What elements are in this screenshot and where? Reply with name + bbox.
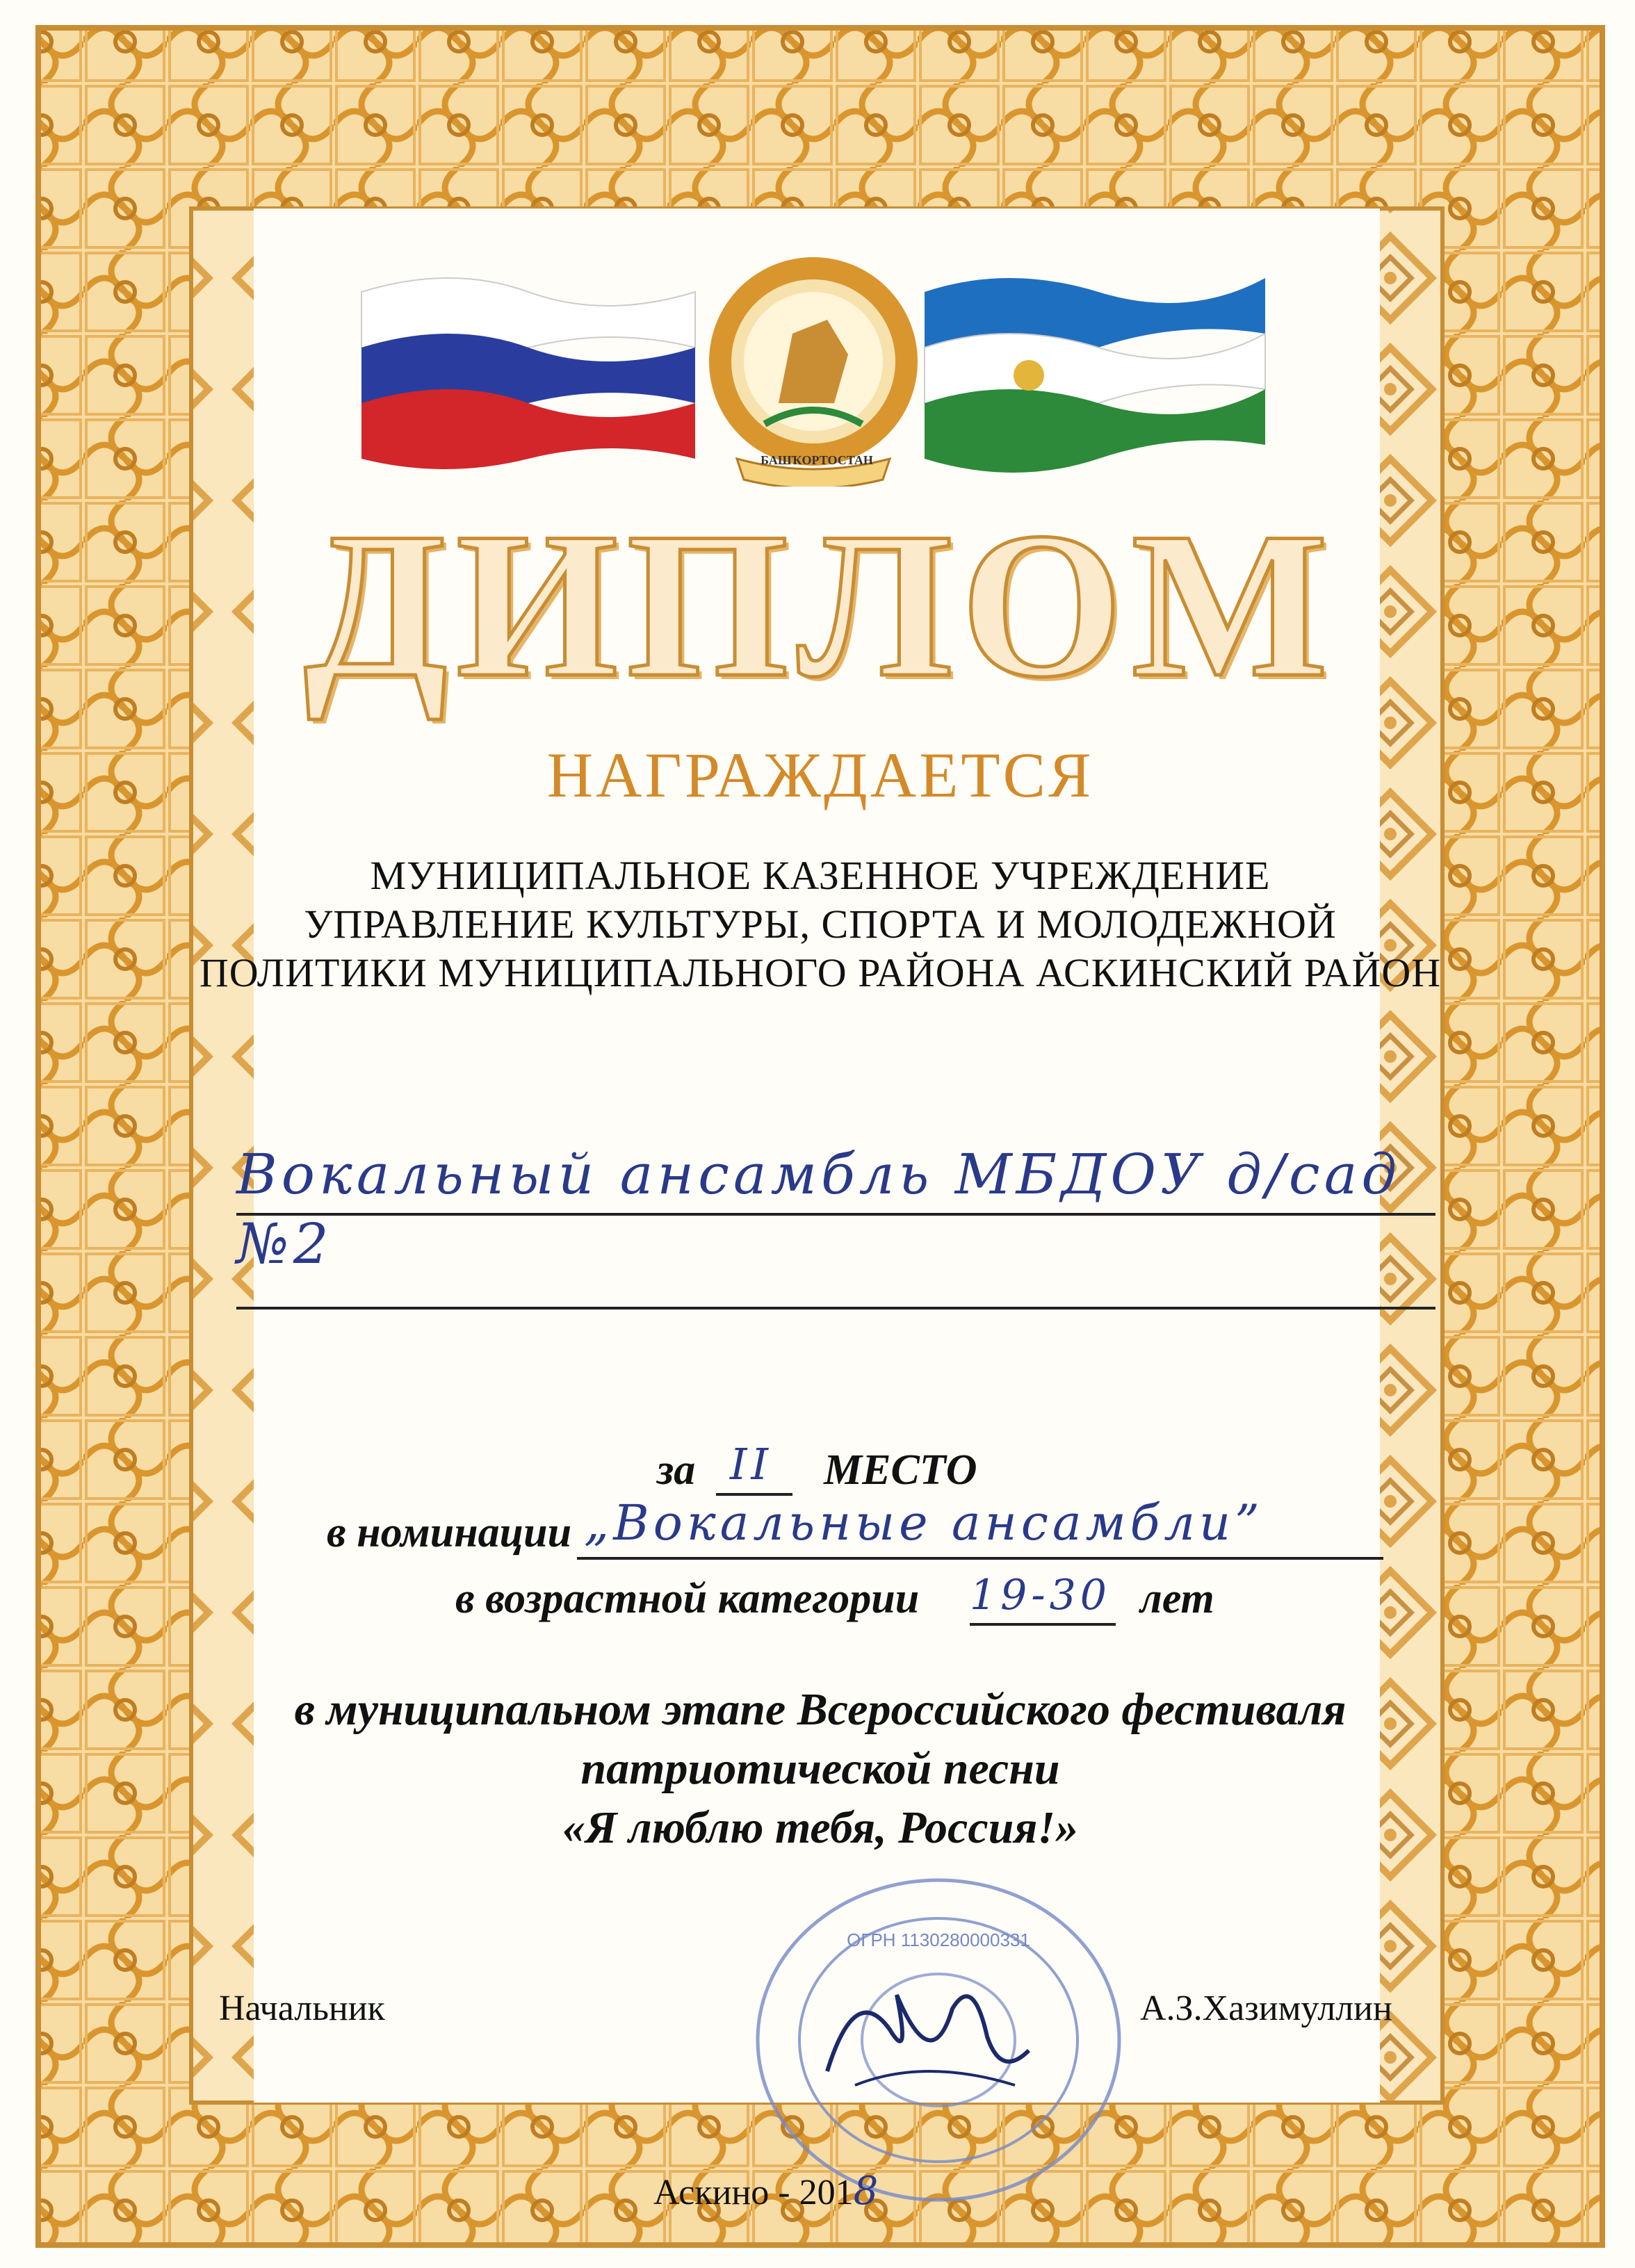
event-line-2: патриотической песни	[580, 1743, 1060, 1794]
bashkortostan-emblem-icon	[709, 257, 918, 487]
russia-flag-icon	[361, 278, 695, 469]
organization-line-3: ПОЛИТИКИ МУНИЦИПАЛЬНОГО РАЙОНА АСКИНСКИЙ РАЙОН	[199, 950, 1442, 995]
awarded-heading: НАГРАЖДАЕТСЯ	[546, 740, 1094, 810]
age-value: 19-30	[970, 1571, 1111, 1620]
age-label: в возрастной категории	[455, 1575, 920, 1622]
place-prefix: за	[657, 1446, 696, 1494]
flags-banner	[348, 250, 1279, 487]
place-suffix: МЕСТО	[824, 1446, 977, 1494]
recipient-line-2	[236, 1307, 1435, 1310]
event-line-1: в муниципальном этапе Всероссийского фестиваля	[294, 1684, 1347, 1735]
signer-name: А.З.Хазимуллин	[1140, 1989, 1392, 2028]
organization-line-1: МУНИЦИПАЛЬНОЕ КАЗЕННОЕ УЧРЕЖДЕНИЕ	[370, 853, 1271, 898]
stamp-text: ОГРН 1130280000331	[847, 1930, 1030, 1950]
event-line-3: «Я люблю тебя, Россия!»	[562, 1802, 1079, 1853]
place-year	[653, 2169, 878, 2214]
nomination-label: в номинации	[327, 1509, 572, 1556]
signer-position: Начальник	[219, 1989, 385, 2028]
place-value: II	[730, 1439, 772, 1490]
recipient-line-1	[236, 1213, 1435, 1216]
emblem-ribbon-text: БАШҠОРТОСТАН	[760, 453, 873, 467]
age-suffix: лет	[1140, 1575, 1214, 1622]
signature-icon	[813, 1953, 1043, 2113]
organization-line-2: УПРАВЛЕНИЕ КУЛЬТУРЫ, СПОРТА И МОЛОДЕЖНОЙ	[304, 902, 1337, 947]
diploma-title: ДИПЛОМ	[304, 489, 1337, 720]
recipient-handwritten: Вокальный ансамбль МБДОУ д/сад №2	[236, 1142, 1401, 1276]
nomination-line	[577, 1557, 1383, 1560]
age-line	[970, 1623, 1116, 1626]
place-year-text: Аскино - 201	[653, 2173, 854, 2212]
nomination-value: „Вокальные ансамбли”	[584, 1494, 1264, 1551]
bashkortostan-flag-icon	[925, 278, 1265, 473]
year-digit-handwritten: 8	[853, 2169, 879, 2214]
